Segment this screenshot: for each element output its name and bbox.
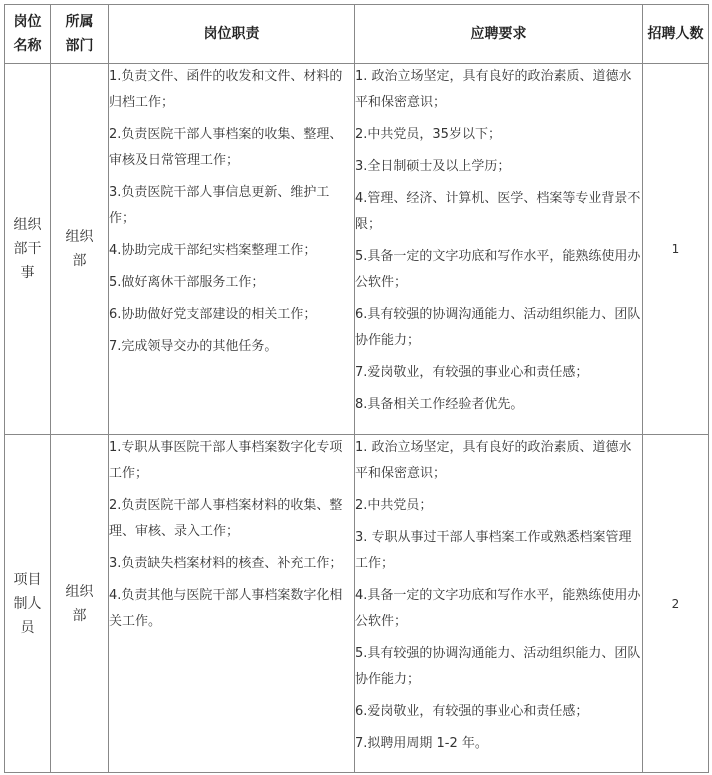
- list-item: 1. 政治立场坚定，具有良好的政治素质、道德水平和保密意识；: [355, 69, 632, 110]
- header-headcount-text: 招聘人数: [647, 26, 704, 42]
- header-position: [5, 5, 51, 64]
- list-item: 1.负责文件、函件的收发和文件、材料的归档工作；: [109, 69, 343, 110]
- requirements-list: [355, 435, 642, 757]
- list-item: 3.负责医院干部人事信息更新、维护工作；: [109, 185, 330, 226]
- requirements-cell: [355, 64, 643, 435]
- duties-list: [109, 64, 354, 360]
- list-item: 5.做好离休干部服务工作；: [109, 275, 265, 290]
- list-item: 5.具备一定的文字功底和写作水平，能熟练使用办公软件；: [355, 249, 641, 290]
- header-row: [5, 5, 709, 64]
- list-item: 4.具备一定的文字功底和写作水平，能熟练使用办公软件；: [355, 588, 641, 629]
- table-row: [5, 435, 709, 773]
- header-department: [51, 5, 109, 64]
- department-name: 组织部: [65, 583, 94, 624]
- list-item: 7.拟聘用周期 1-2 年。: [355, 736, 488, 751]
- list-item: 2.中共党员，35岁以下；: [355, 127, 501, 142]
- duties-cell: [109, 435, 355, 773]
- requirements-cell: [355, 435, 643, 773]
- list-item: 7.爱岗敬业，有较强的事业心和责任感；: [355, 365, 589, 380]
- header-requirements: 应聘要求: [355, 5, 643, 64]
- list-item: 3.负责缺失档案材料的核查、补充工作；: [109, 556, 343, 571]
- list-item: 3. 专职从事过干部人事档案工作或熟悉档案管理工作；: [355, 530, 632, 571]
- list-item: 4.协助完成干部纪实档案整理工作；: [109, 243, 317, 258]
- list-item: 3.全日制硕士及以上学历；: [355, 159, 511, 174]
- list-item: 5.具有较强的协调沟通能力、活动组织能力、团队协作能力；: [355, 646, 641, 687]
- headcount-cell: 1: [643, 64, 709, 435]
- header-position-text: 岗位名称: [13, 14, 42, 54]
- department-cell: [51, 435, 109, 773]
- header-headcount: [643, 5, 709, 64]
- duties-cell: [109, 64, 355, 435]
- list-item: 2.负责医院干部人事档案材料的收集、整理、审核、录入工作；: [109, 498, 343, 539]
- list-item: 4.负责其他与医院干部人事档案数字化相关工作。: [109, 588, 343, 629]
- headcount-cell: 2: [643, 435, 709, 773]
- position-cell: [5, 435, 51, 773]
- list-item: 1.专职从事医院干部人事档案数字化专项工作；: [109, 440, 343, 481]
- list-item: 8.具备相关工作经验者优先。: [355, 397, 524, 412]
- header-department-text: 所属部门: [65, 14, 94, 54]
- header-duties: 岗位职责: [109, 5, 355, 64]
- position-name: 项目制人员: [13, 571, 42, 636]
- department-name: 组织部: [65, 229, 94, 269]
- position-name: 组织部干事: [13, 217, 42, 281]
- recruitment-table: [4, 4, 709, 773]
- list-item: 6.爱岗敬业，有较强的事业心和责任感；: [355, 704, 589, 719]
- list-item: 7.完成领导交办的其他任务。: [109, 339, 278, 354]
- table-row: [5, 64, 709, 435]
- duties-list: [109, 435, 354, 635]
- list-item: 2.中共党员；: [355, 498, 433, 513]
- list-item: 1. 政治立场坚定，具有良好的政治素质、道德水平和保密意识；: [355, 440, 632, 481]
- requirements-list: [355, 64, 642, 418]
- position-cell: [5, 64, 51, 435]
- department-cell: [51, 64, 109, 435]
- list-item: 2.负责医院干部人事档案的收集、整理、审核及日常管理工作；: [109, 127, 343, 168]
- list-item: 4.管理、经济、计算机、医学、档案等专业背景不限；: [355, 191, 641, 232]
- list-item: 6.协助做好党支部建设的相关工作；: [109, 307, 317, 322]
- list-item: 6.具有较强的协调沟通能力、活动组织能力、团队协作能力；: [355, 307, 641, 348]
